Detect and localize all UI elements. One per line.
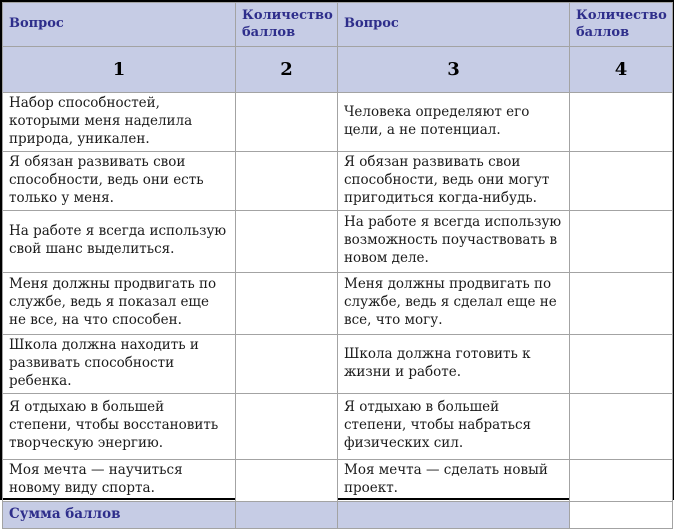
question-cell-left-3: На работе я всегда использую свой шанс выделиться. bbox=[3, 210, 236, 272]
question-cell-left-7: Моя мечта — научиться новому виду спорта. bbox=[3, 459, 236, 501]
score-cell-left-7[interactable] bbox=[236, 459, 338, 501]
table-row bbox=[3, 93, 673, 152]
table-row bbox=[3, 210, 673, 272]
score-cell-right-2[interactable] bbox=[570, 151, 673, 210]
sum-row bbox=[3, 501, 673, 528]
question-cell-right-5: Школа должна готовить к жизни и работе. bbox=[338, 334, 570, 393]
sum-label-cell: Сумма баллов bbox=[3, 501, 236, 528]
score-cell-left-2[interactable] bbox=[236, 151, 338, 210]
column-numbers-row bbox=[3, 47, 673, 93]
header-question-left: Вопрос bbox=[3, 3, 236, 47]
table-row bbox=[3, 334, 673, 393]
question-cell-right-2: Я обязан развивать свои способности, ведь они могут пригодиться когда-нибудь. bbox=[338, 151, 570, 210]
header-score-right: Количество баллов bbox=[570, 3, 673, 47]
table-row bbox=[3, 272, 673, 334]
question-cell-right-4: Меня должны продвигать по службе, ведь я сделал еще не все, что могу. bbox=[338, 272, 570, 334]
sum-score-cell-right[interactable] bbox=[570, 501, 673, 528]
score-cell-right-5[interactable] bbox=[570, 334, 673, 393]
score-cell-right-3[interactable] bbox=[570, 210, 673, 272]
question-cell-right-1: Человека определяют его цели, а не потенциал. bbox=[338, 93, 570, 152]
header-row bbox=[3, 3, 673, 47]
score-cell-right-1[interactable] bbox=[570, 93, 673, 152]
column-number-2: 2 bbox=[236, 47, 338, 93]
question-cell-right-3: На работе я всегда использую возможность поучаствовать в новом деле. bbox=[338, 210, 570, 272]
column-number-1: 1 bbox=[3, 47, 236, 93]
score-cell-left-6[interactable] bbox=[236, 393, 338, 459]
question-cell-right-7: Моя мечта — сделать новый проект. bbox=[338, 459, 570, 501]
sum-score-cell-left[interactable] bbox=[236, 501, 338, 528]
table-row bbox=[3, 459, 673, 501]
score-cell-left-5[interactable] bbox=[236, 334, 338, 393]
score-cell-left-3[interactable] bbox=[236, 210, 338, 272]
sum-filler-cell bbox=[338, 501, 570, 528]
score-cell-right-7[interactable] bbox=[570, 459, 673, 501]
table-row bbox=[3, 393, 673, 459]
question-cell-left-6: Я отдыхаю в большей степени, чтобы восстановить творческую энергию. bbox=[3, 393, 236, 459]
question-cell-left-5: Школа должна находить и развивать способности ребенка. bbox=[3, 334, 236, 393]
question-cell-right-6: Я отдыхаю в большей степени, чтобы набраться физических сил. bbox=[338, 393, 570, 459]
question-cell-left-2: Я обязан развивать свои способности, ведь они есть только у меня. bbox=[3, 151, 236, 210]
column-number-3: 3 bbox=[338, 47, 570, 93]
score-table bbox=[2, 2, 673, 529]
header-question-right: Вопрос bbox=[338, 3, 570, 47]
question-cell-left-4: Меня должны продвигать по службе, ведь я показал еще не все, на что способен. bbox=[3, 272, 236, 334]
score-cell-left-4[interactable] bbox=[236, 272, 338, 334]
column-number-4: 4 bbox=[570, 47, 673, 93]
header-score-left: Количество баллов bbox=[236, 3, 338, 47]
table-row bbox=[3, 151, 673, 210]
score-cell-right-6[interactable] bbox=[570, 393, 673, 459]
score-cell-right-4[interactable] bbox=[570, 272, 673, 334]
score-cell-left-1[interactable] bbox=[236, 93, 338, 152]
question-cell-left-1: Набор способностей, которыми меня наделила природа, уникален. bbox=[3, 93, 236, 152]
